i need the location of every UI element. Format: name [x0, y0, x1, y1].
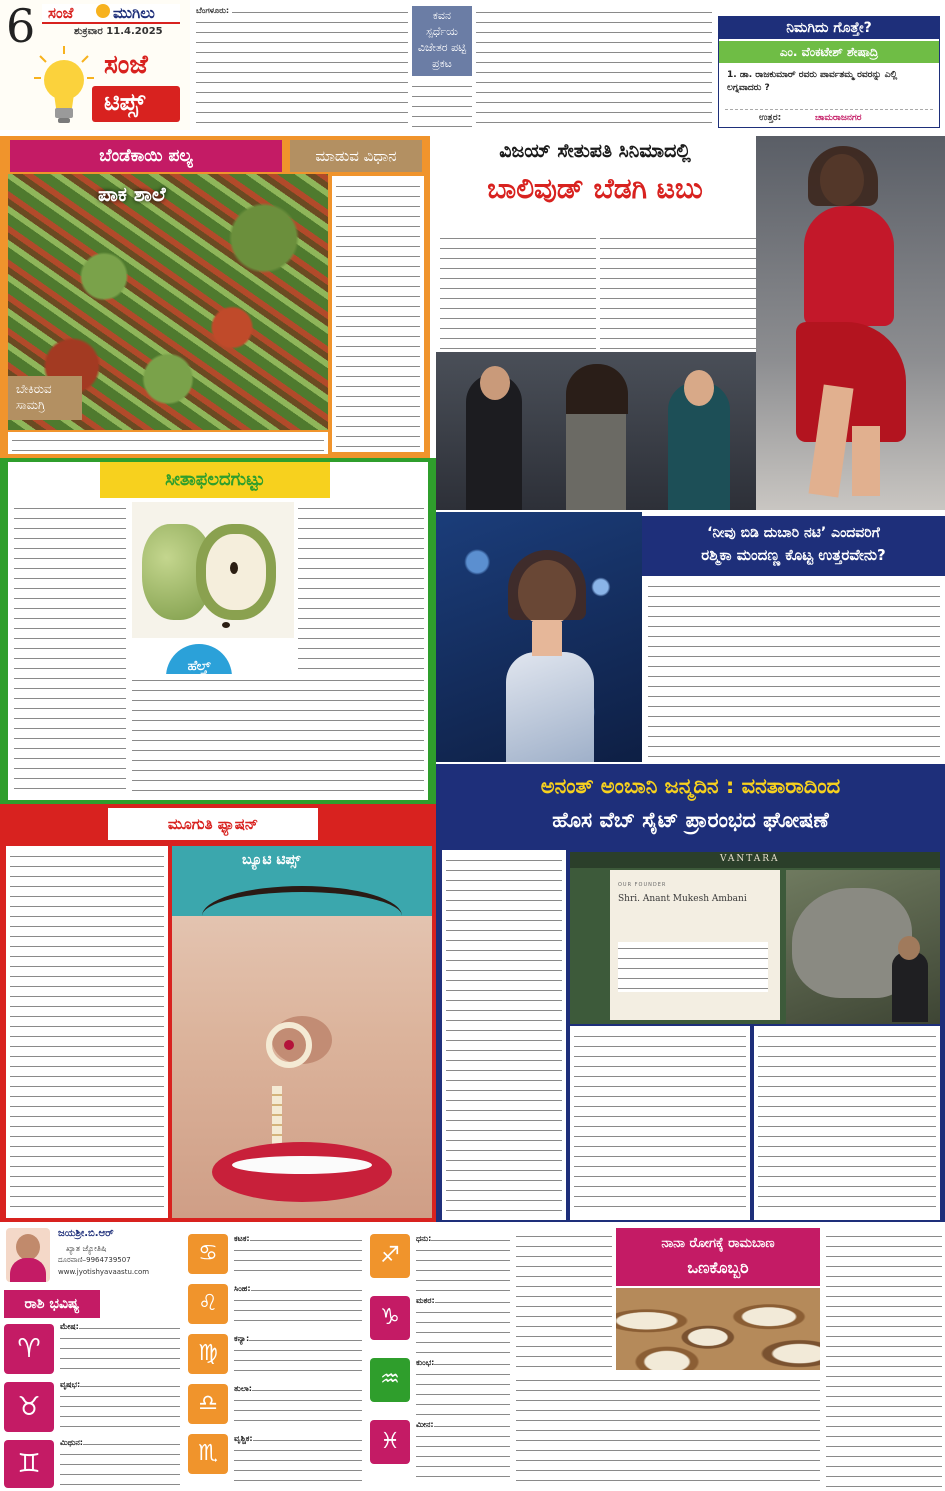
quiz-question: 1. ಡಾ. ರಾಜಕುಮಾರ್ ರವರು ಪಾರ್ವತಮ್ಮ ರವರನ್ನು ಎಲ್ಲಿ ಲಗ್ನವಾದರು ? — [727, 70, 898, 93]
anant-headline-1: ಅನಂತ್ ಅಂಬಾನಿ ಜನ್ಮದಿನ : ವನತಾರಾದಿಂದ — [540, 774, 841, 798]
coconut-title-1: ನಾನಾ ರೋಗಕ್ಕೆ ರಾಮಬಾಣ — [661, 1236, 775, 1251]
brand-sun-icon — [96, 4, 110, 18]
tabu-group-photo — [436, 352, 756, 510]
vantara-brand: VANTARA — [720, 854, 780, 864]
ingredients-label-2: ಸಾಮಗ್ರಿ — [16, 398, 46, 412]
sign-label: ಮಿಥುನ: — [60, 1438, 84, 1447]
section-tips: ಟಿಪ್ಸ್ — [104, 88, 146, 116]
sign-label: ವೃಷಭ: — [60, 1380, 81, 1389]
custard-apple-photo — [132, 502, 294, 638]
competition-article-bottom — [412, 80, 472, 130]
sign-aries — [4, 1322, 184, 1378]
ingredients-label — [8, 376, 82, 420]
sign-gemini — [4, 1438, 184, 1491]
sign-leo — [188, 1284, 366, 1332]
astrologer-avatar — [6, 1228, 50, 1282]
rashmika-headline-2: ರಶ್ಮಿಕಾ ಮಂದಣ್ಣ ಕೊಟ್ಟ ಉತ್ತರವೇನು? — [701, 546, 886, 564]
astrologer-website: www.jyotishyavaastu.com — [58, 1268, 150, 1276]
sign-label: ಕುಂಭ: — [416, 1358, 435, 1367]
astro-header — [0, 1222, 180, 1286]
sign-libra — [188, 1384, 366, 1432]
custard-column-2 — [298, 502, 424, 672]
vantara-founder-name: Shri. Anant Mukesh Ambani — [618, 894, 747, 904]
tabu-portrait-photo — [756, 136, 945, 510]
beauty-tips-label: ಬ್ಯೂಟಿ ಟಿಪ್ಸ್ — [242, 852, 301, 868]
anant-column-3 — [754, 1026, 940, 1220]
astrologer-role: ಖ್ಯಾತ ಜ್ಯೋತಿಷಿ — [66, 1244, 107, 1253]
competition-lead-in: ಬೆಂಗಳೂರು: — [196, 6, 232, 16]
brand-sanje: ಸಂಜೆ — [48, 4, 74, 22]
custard-column-3 — [132, 674, 424, 796]
vantara-founder-label: OUR FOUNDER — [618, 882, 667, 888]
taurus-icon: ♉ — [4, 1382, 54, 1432]
sign-label: ಧನು: — [416, 1234, 432, 1243]
nose-article — [6, 846, 168, 1218]
nose-title: ಮೂಗುತಿ ಫ್ಯಾಷನ್ — [108, 808, 318, 840]
lightbulb-icon — [34, 46, 94, 130]
tabu-column-2 — [600, 232, 756, 350]
sign-label: ಮಕರ: — [416, 1296, 435, 1305]
dried-coconut-photo — [616, 1288, 820, 1370]
astrologer-phone: ದೂರವಾಣಿ–9964739507 — [58, 1256, 131, 1264]
recipe-ingredients-text — [8, 432, 328, 454]
quiz-author: ಎಂ. ವೆಂಕಟೇಶ್ ಶೇಷಾದ್ರಿ — [719, 41, 939, 63]
astrologer-name: ಜಯಶ್ರೀ.ಬಿ.ಆರ್ — [58, 1228, 114, 1239]
coconut-column-1 — [516, 1230, 612, 1370]
sagittarius-icon: ♐ — [370, 1234, 410, 1278]
cancer-icon: ♋ — [188, 1234, 228, 1274]
sign-virgo — [188, 1334, 366, 1382]
libra-icon: ♎ — [188, 1384, 228, 1424]
quiz-title: ನಿಮಗಿದು ಗೊತ್ತೇ? — [719, 17, 939, 39]
coconut-body — [516, 1374, 820, 1488]
anant-headline-2: ಹೊಸ ವೆಬ್ ಸೈಟ್ ಪ್ರಾರಂಭದ ಘೋಷಣೆ — [552, 808, 829, 832]
issue-date: ಶುಕ್ರವಾರ 11.4.2025 — [74, 26, 163, 37]
competition-heading-3: ವಿಜೇತರ ಪಟ್ಟಿ — [417, 41, 467, 54]
gemini-icon: ♊ — [4, 1440, 54, 1488]
nose-ring-photo — [172, 846, 432, 1218]
custard-column-1 — [14, 502, 126, 796]
aries-icon: ♈ — [4, 1324, 54, 1374]
tabu-headline-1: ವಿಜಯ್ ಸೇತುಪತಿ ಸಿನಿಮಾದಲ್ಲಿ — [499, 140, 691, 162]
recipe-method-label: ಮಾಡುವ ವಿಧಾನ — [290, 140, 422, 172]
sign-label: ವೃಶ್ಚಿಕ: — [234, 1434, 253, 1443]
sign-label: ಮೀನ: — [416, 1420, 434, 1429]
sign-label: ತುಲಾ: — [234, 1384, 252, 1393]
sign-label: ಮೇಷ: — [60, 1322, 79, 1331]
health-tips-1: ಹೆಲ್ತ್ — [187, 659, 211, 674]
quiz-answer-label: ಉತ್ತರ: — [759, 113, 782, 123]
rashmika-headline — [642, 516, 945, 576]
tabu-column-1 — [440, 232, 596, 350]
section-sanje: ಸಂಜೆ — [104, 50, 148, 80]
sign-pisces — [370, 1420, 512, 1488]
sign-taurus — [4, 1380, 184, 1436]
sign-label: ಕಟಕ: — [234, 1234, 250, 1243]
rashmika-headline-1: ‘ನೀವು ಬಿಡಿ ದುಬಾರಿ ನಟಿ’ ಎಂದವರಿಗೆ — [707, 525, 880, 541]
competition-heading — [412, 6, 472, 76]
sign-sagittarius — [370, 1234, 512, 1294]
coconut-title — [616, 1228, 820, 1286]
scorpio-icon: ♏ — [188, 1434, 228, 1474]
tabu-headline — [436, 136, 754, 226]
aquarius-icon: ♒ — [370, 1358, 410, 1402]
tabu-headline-2: ಬಾಲಿವುಡ್ ಬೆಡಗಿ ಟಬು — [487, 172, 703, 205]
sign-label: ಕನ್ಯಾ: — [234, 1334, 250, 1343]
anant-headline — [436, 764, 945, 844]
competition-article-left — [196, 6, 408, 130]
coconut-title-2: ಒಣಕೊಬ್ಬರಿ — [687, 1258, 749, 1277]
anant-column-1 — [442, 850, 566, 1220]
rashmika-photo — [436, 512, 642, 762]
recipe-method-text — [332, 176, 424, 452]
quiz-box — [718, 16, 940, 128]
competition-article-right — [476, 6, 712, 130]
rashmika-article — [648, 580, 940, 762]
pisces-icon: ♓ — [370, 1420, 410, 1464]
horoscope-title: ರಾಶಿ ಭವಿಷ್ಯ — [4, 1290, 100, 1318]
sign-aquarius — [370, 1358, 512, 1418]
sign-capricorn — [370, 1296, 512, 1356]
anant-column-2 — [570, 1026, 750, 1220]
leo-icon: ♌ — [188, 1284, 228, 1324]
okra-dish-photo — [8, 174, 328, 430]
masthead — [0, 0, 190, 130]
competition-heading-4: ಪ್ರಕಟ — [432, 57, 452, 70]
competition-heading-2: ಸ್ಪರ್ಧೆಯ — [426, 25, 458, 38]
ingredients-label-1: ಬೇಕಿರುವ — [16, 382, 52, 396]
competition-heading-1: ಕವನ — [432, 9, 452, 22]
coconut-column-right — [826, 1230, 942, 1488]
custard-title: ಸೀತಾಫಲದಗುಟ್ಟು — [100, 462, 330, 498]
capricorn-icon: ♑ — [370, 1296, 410, 1340]
brand-mugilu: ಮುಗಿಲು — [113, 4, 155, 22]
sign-scorpio — [188, 1434, 366, 1488]
sign-label: ಸಿಂಹ: — [234, 1284, 251, 1293]
virgo-icon: ♍ — [188, 1334, 228, 1374]
kitchen-label: ಪಾಕ ಶಾಲೆ — [98, 182, 166, 206]
recipe-title: ಬೆಂಡೆಕಾಯಿ ಪಲ್ಯ — [10, 140, 282, 172]
quiz-answer: ಚಾಮರಾಜನಗರ — [815, 113, 862, 123]
sign-cancer — [188, 1234, 366, 1282]
page-number: 6 — [6, 0, 36, 53]
vantara-site-screenshot — [570, 852, 940, 1024]
